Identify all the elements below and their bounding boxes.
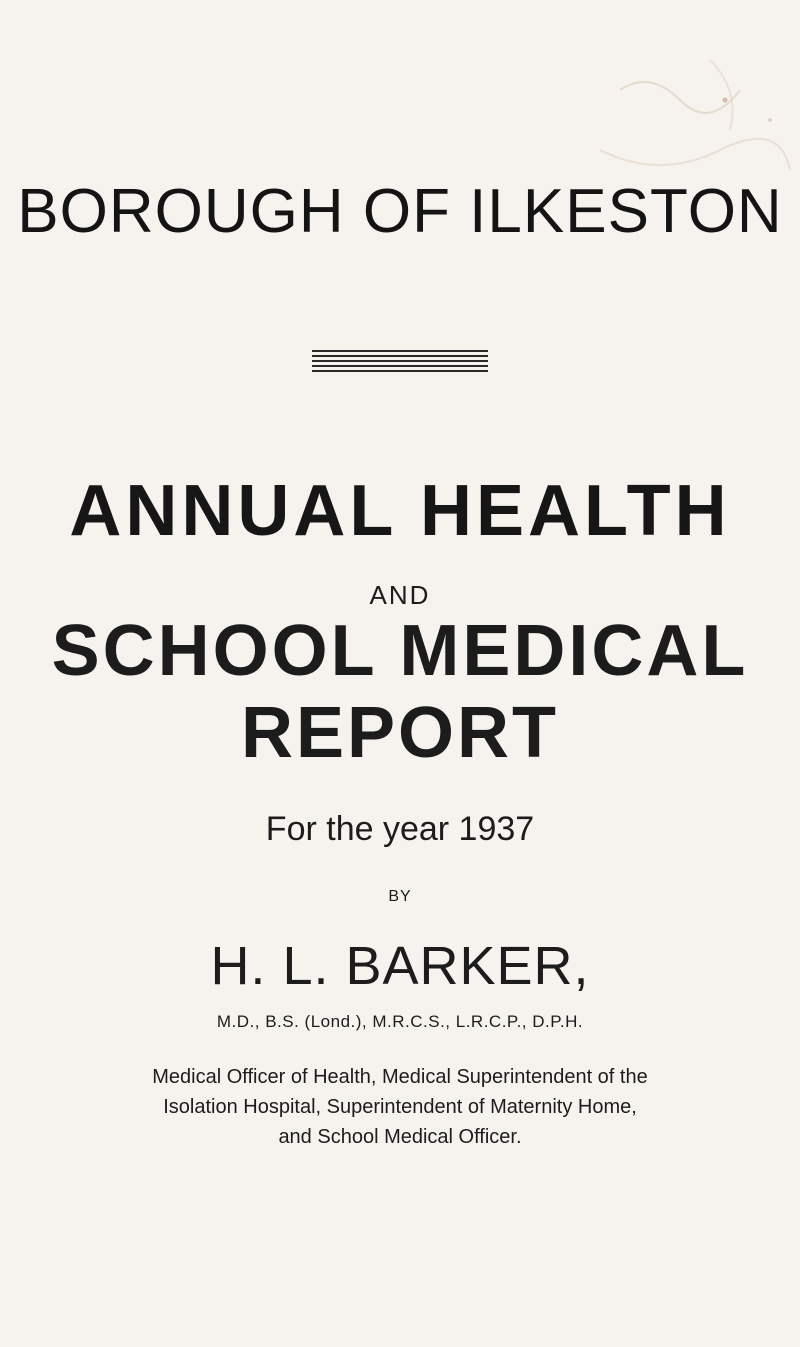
author-qualifications: M.D., B.S. (Lond.), M.R.C.S., L.R.C.P., D.P.H.: [216, 1012, 584, 1031]
borough-heading: BOROUGH OF ILKESTON: [17, 177, 783, 246]
author-positions: Medical Officer of Health, Medical Superintendent of the Isolation Hospital, Superintendent of Maternity Home, and School Medical Officer.: [152, 1066, 648, 1148]
report-year: For the year 1937: [265, 810, 535, 848]
author-name: H. L. BARKER,: [210, 936, 590, 996]
by-label: BY: [388, 888, 412, 905]
report-title-conjunction: AND: [369, 580, 431, 610]
report-title-line2: SCHOOL MEDICAL: [51, 611, 749, 691]
decorative-rule: [312, 350, 488, 374]
report-title-line3: REPORT: [240, 693, 560, 773]
report-title-line1: ANNUAL HEALTH: [69, 471, 731, 551]
